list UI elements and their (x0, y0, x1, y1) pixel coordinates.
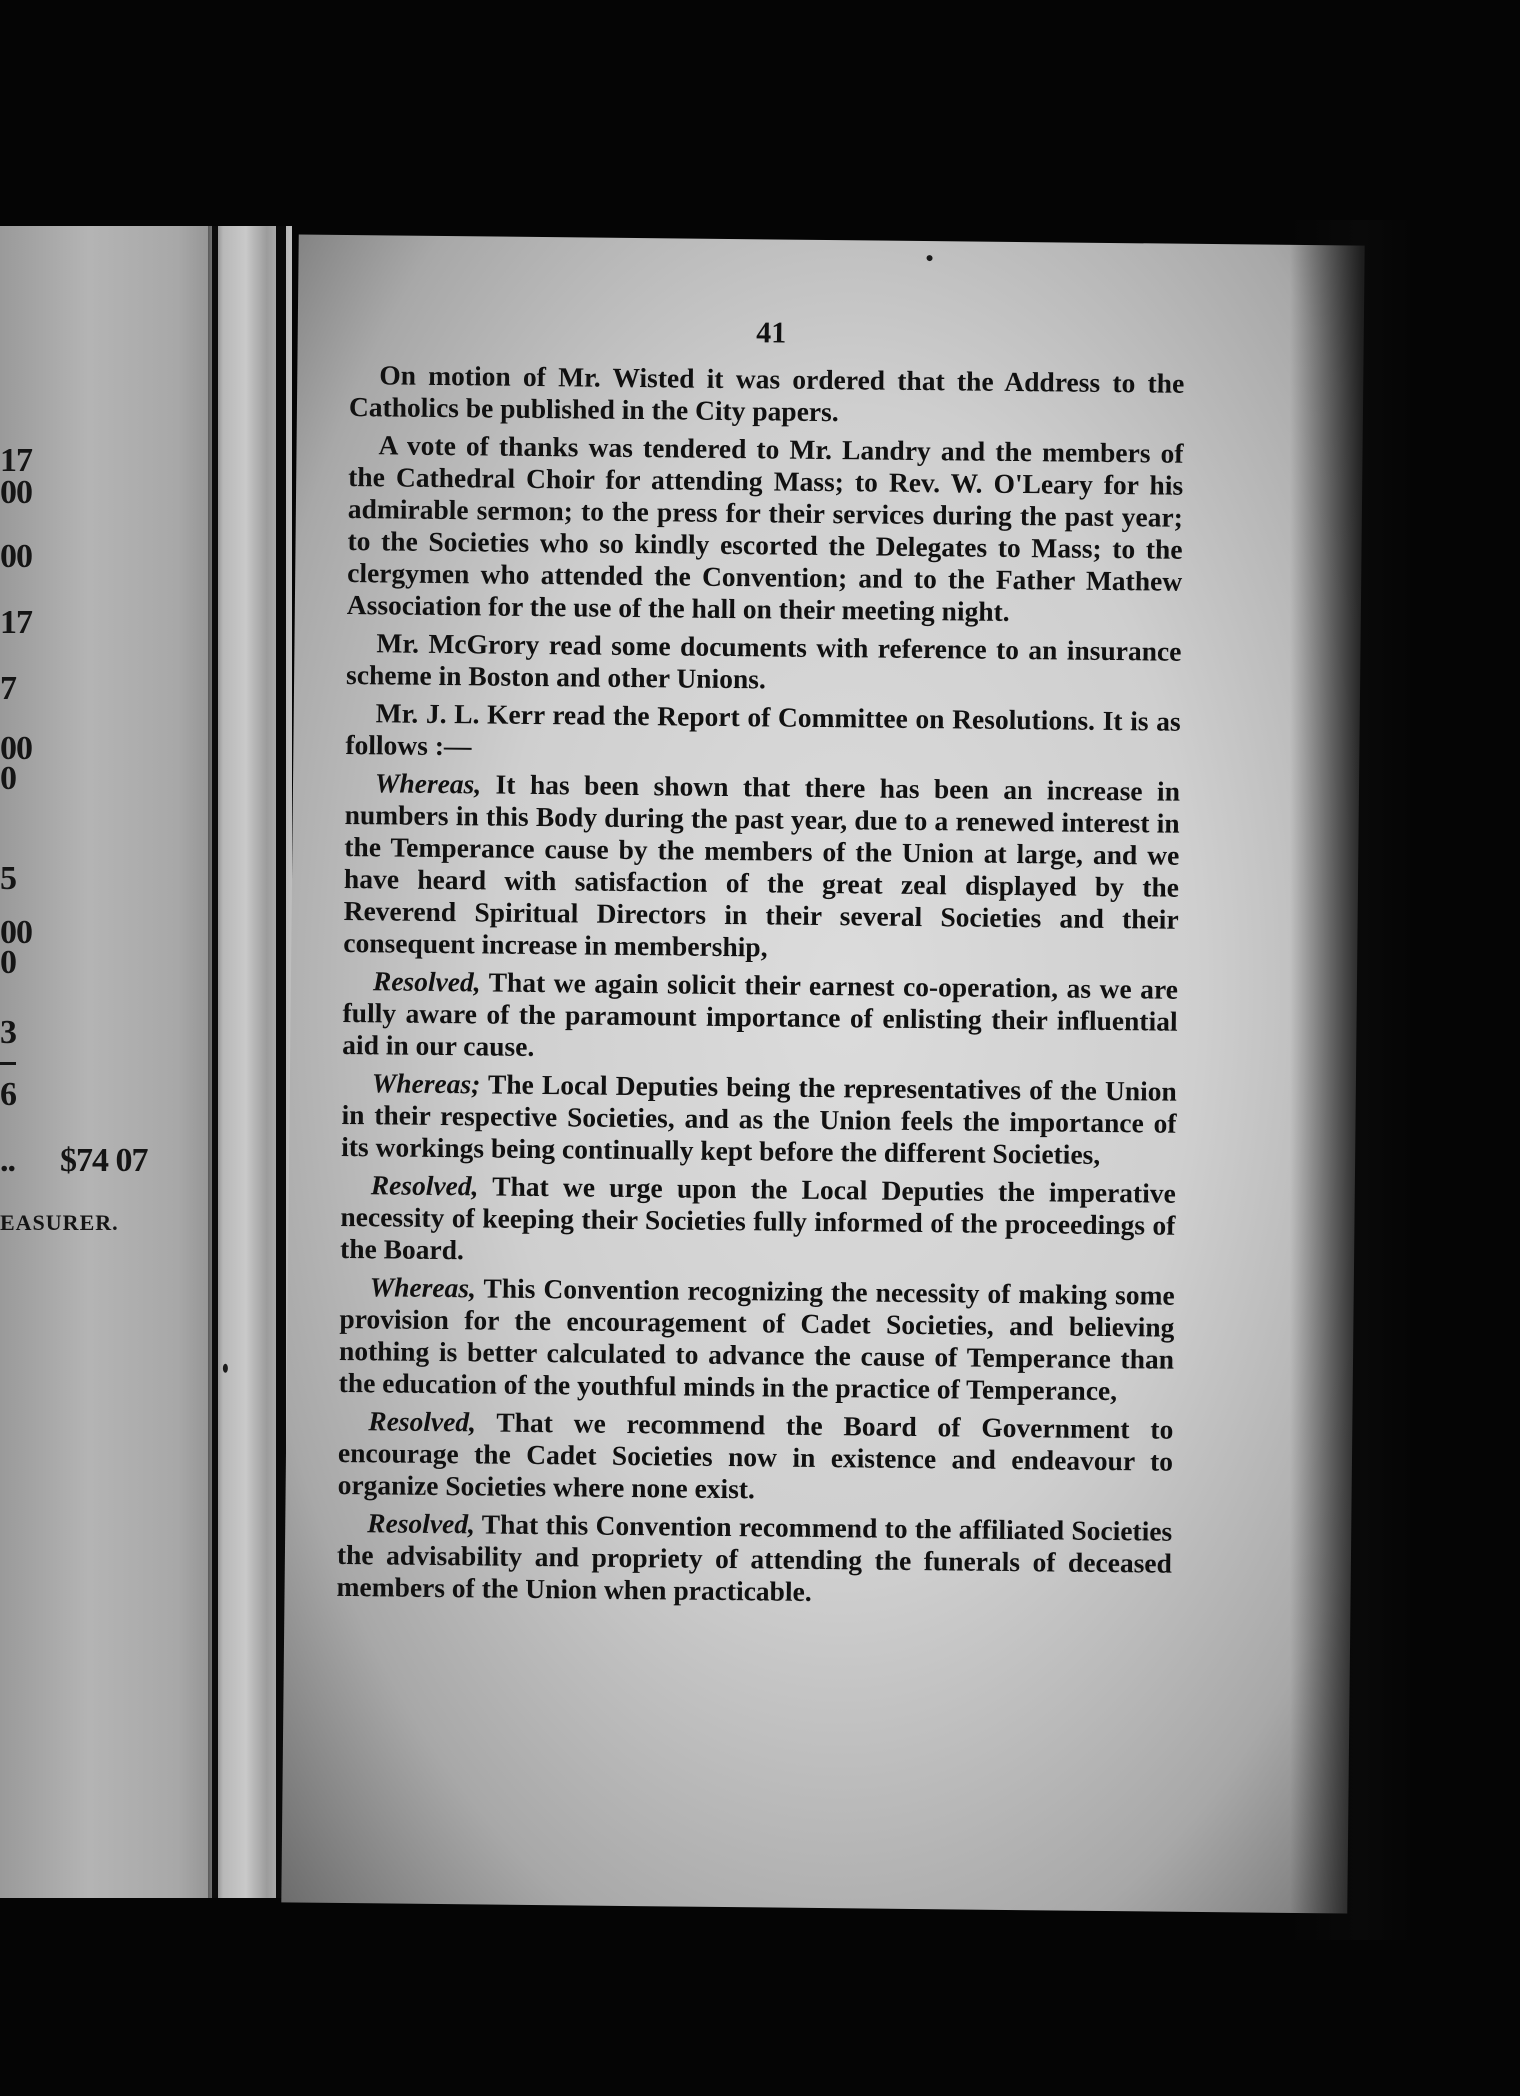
paragraph (346, 627, 1182, 700)
paragraph (339, 1271, 1175, 1408)
binding-line (212, 226, 218, 1898)
paragraph-text: This Convention recognizing the necessity of making some provision for the encouragement of Cadet Societies, and believing nothing is better calculated to advance the cause of Temperance than the education of the youthful minds in the practice of Temperance, (338, 1272, 1175, 1407)
paragraph-text: On motion of Mr. Wisted it was ordered that the Address to the Catholics be published in the City papers. (348, 359, 1185, 428)
left-fragment: 0 (0, 944, 16, 981)
paragraph-text: Mr. J. L. Kerr read the Report of Committee on Resolutions. It is as follows :— (345, 697, 1181, 762)
left-fragment: 00 (0, 914, 32, 951)
paragraph (338, 1405, 1174, 1510)
left-fragment: 00 (0, 538, 32, 575)
total-amount: $74 07 (60, 1142, 148, 1179)
paragraph (345, 697, 1181, 770)
paragraph-lead: Resolved, (372, 965, 481, 998)
page-shadow (1290, 220, 1410, 1940)
paragraph (336, 1507, 1172, 1612)
paragraph-text: That we again solicit their earnest co-operation, as we are fully aware of the paramount importance of enlisting their influential aid in our cause. (342, 966, 1179, 1062)
left-fragment: 6 (0, 1076, 16, 1113)
left-fragment: 17 (0, 604, 32, 641)
paragraph-text: It has been shown that there has been an increase in numbers in this Body during the past year, due to a renewed interest in the Temperance cause by the members of the Union at large, and we have heard with satisfaction of the great zeal displayed by the Reverend Spiritual Directors in their several Societies and their consequent increase in membership, (343, 768, 1181, 963)
left-fragment: 00 (0, 474, 32, 511)
paragraph-lead: Resolved, (367, 1507, 476, 1540)
left-facing-page (0, 226, 222, 1898)
paragraph-text: Mr. McGrory read some documents with reference to an insurance scheme in Boston and other Unions. (345, 627, 1182, 695)
page-text (336, 313, 1185, 1618)
paragraph (342, 965, 1178, 1070)
paragraph-text: That we recommend the Board of Government to encourage the Cadet Societies now in existence and endeavour to organize Societies where none exist. (337, 1406, 1174, 1505)
paragraph-text: A vote of thanks was tendered to Mr. Landry and the members of the Cathedral Choir for attending Mass; to Rev. W. O'Leary for his admirable sermon; to the press for their services during the past year; to the Societies who so kindly escorted the Delegates to Mass; to the clergymen who attended the Convention; and to the Father Mathew Association for the use of the hall on their meeting night. (346, 429, 1184, 627)
left-fragment: 3 (0, 1014, 16, 1051)
left-fragment: 0 (0, 760, 16, 797)
left-fragment: 7 (0, 670, 16, 707)
paragraph (341, 1067, 1177, 1172)
page-number: 41 (756, 316, 787, 350)
left-rule (0, 1062, 16, 1065)
left-fragment: 00 (0, 730, 32, 767)
paragraph (347, 429, 1184, 630)
paragraph-lead: Resolved, (368, 1405, 477, 1438)
paragraph-lead: Whereas, (369, 1271, 477, 1304)
paragraph-lead: Whereas; (371, 1067, 481, 1100)
paragraph-text: That this Convention recommend to the affiliated Societies the advisability and propriety of attending the funerals of deceased members of the Union when practicable. (336, 1508, 1173, 1607)
paragraph (343, 767, 1180, 968)
left-fragment: 5 (0, 860, 16, 897)
paragraph-lead: Resolved, (370, 1169, 479, 1202)
total-dots: .. (0, 1142, 15, 1179)
treasurer-label: EASURER. (0, 1210, 119, 1235)
paragraph-text: The Local Deputies being the representatives of the Union in their respective Societies, and as the Union feels the importance of its workings being continually kept before the different Societies, (341, 1068, 1178, 1170)
paragraph (349, 359, 1185, 432)
book-page (281, 234, 1364, 1913)
paragraph-text: That we urge upon the Local Deputies the imperative necessity of keeping their Societies fully informed of the proceedings of the Board. (339, 1170, 1176, 1266)
left-fragment: 17 (0, 442, 32, 479)
paragraph (340, 1169, 1176, 1274)
ink-speck (223, 1364, 228, 1373)
ink-speck (927, 255, 933, 261)
paragraph-lead: Whereas, (374, 767, 482, 800)
